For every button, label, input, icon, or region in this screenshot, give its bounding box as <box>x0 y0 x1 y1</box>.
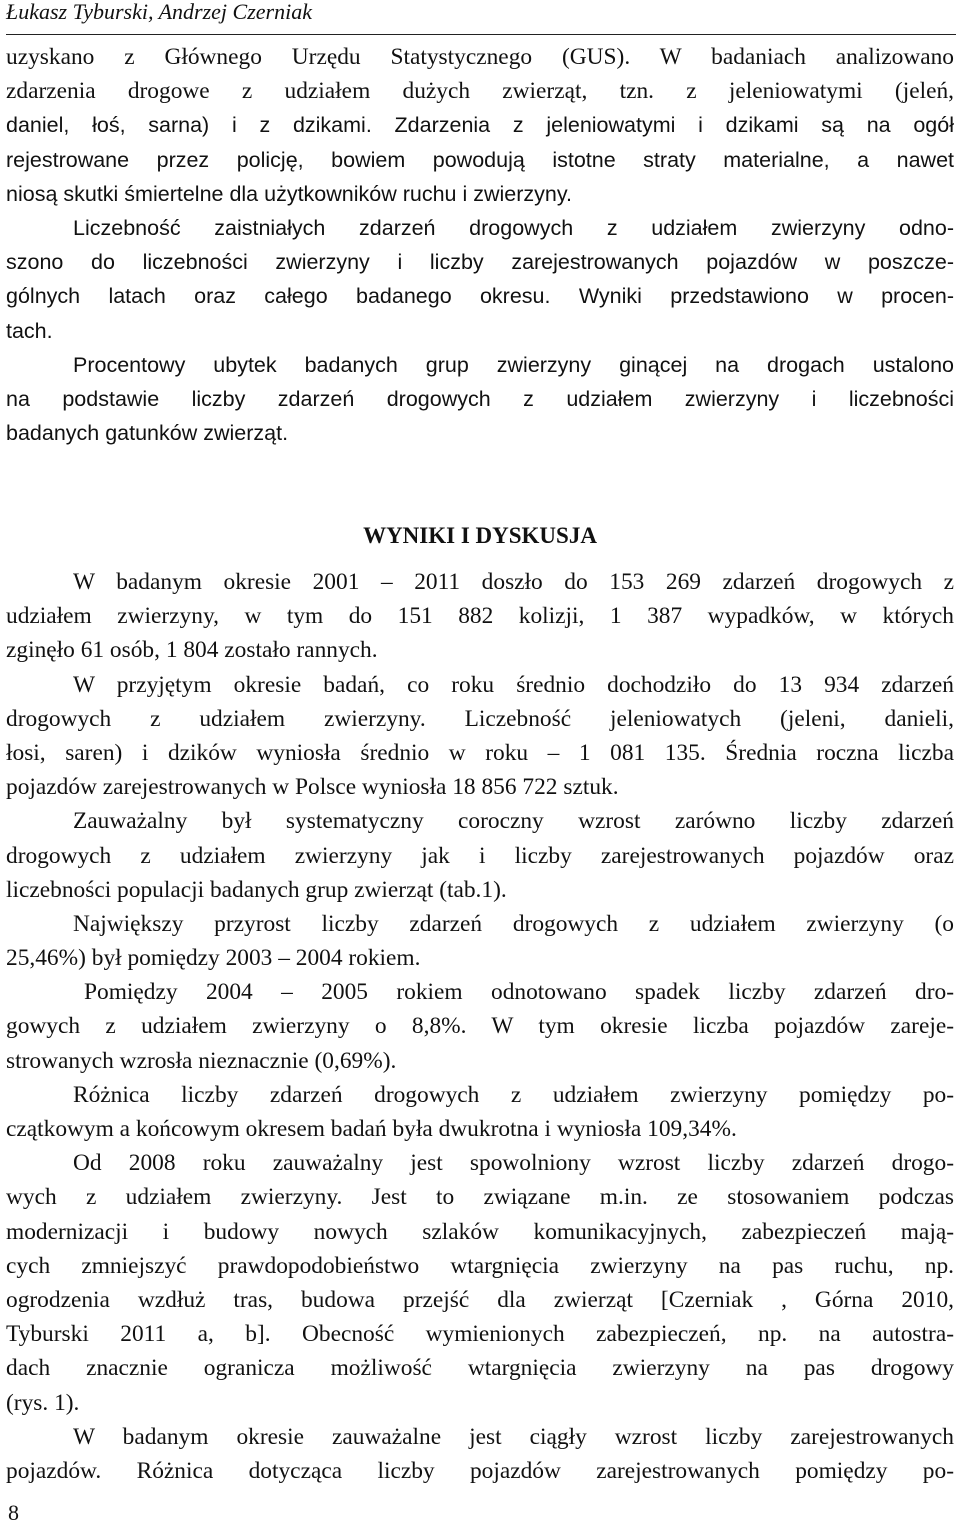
section-heading: WYNIKI I DYSKUSJA <box>363 523 597 548</box>
page-number: 8 <box>8 1500 19 1525</box>
text-line: pojazdów zarejestrowanych w Polsce wyniosła 18 856 722 sztuk. <box>6 774 619 801</box>
text-line: gowych z udziałem zwierzyny o 8,8%. W tym okresie liczba pojazdów zareje- <box>6 1013 954 1040</box>
paragraph <box>6 975 954 1078</box>
paragraph <box>6 804 954 907</box>
text-line: pojazdów. Różnica dotycząca liczby pojazdów zarejestrowanych pomiędzy po- <box>6 1457 954 1484</box>
text-line: uzyskano z Głównego Urzędu Statystycznego (GUS). W badaniach analizowano <box>6 44 954 70</box>
text-line: udziałem zwierzyny, w tym do 151 882 kolizji, 1 387 wypadków, w których <box>6 603 954 630</box>
text-line: W przyjętym okresie badań, co roku średnio dochodziło do 13 934 zdarzeń <box>73 671 954 698</box>
text-line: Pomiędzy 2004 – 2005 rokiem odnotowano spadek liczby zdarzeń dro- <box>84 979 954 1006</box>
text-line: szono do liczebności zwierzyny i liczby zarejestrowanych pojazdów w poszcze- <box>6 250 954 275</box>
text-line: Największy przyrost liczby zdarzeń drogowych z udziałem zwierzyny (o <box>73 910 954 937</box>
text-line: badanych gatunków zwierząt. <box>6 421 289 446</box>
paragraph <box>6 565 954 668</box>
text-line: dach znacznie ogranicza możliwość wtargnięcia zwierzyny na pas drogowy <box>6 1355 954 1382</box>
text-line: modernizacji i budowy nowych szlaków komunikacyjnych, zabezpieczeń mają- <box>6 1218 954 1245</box>
text-line: łosi, saren) i dzików wyniosła średnio w roku – 1 081 135. Średnia roczna liczba <box>6 739 954 766</box>
paragraph <box>6 1146 954 1420</box>
text-line: W badanym okresie zauważalne jest ciągły wzrost liczby zarejestrowanych <box>73 1423 954 1450</box>
text-line: drogowych z udziałem zwierzyny jak i liczby zarejestrowanych pojazdów oraz <box>6 842 954 869</box>
text-line: wych z udziałem zwierzyny. Jest to związane m.in. ze stosowaniem podczas <box>6 1184 954 1211</box>
text-line: (rys. 1). <box>6 1389 80 1416</box>
paragraph <box>6 40 954 211</box>
paragraph <box>6 1420 954 1488</box>
text-line: liczebności populacji badanych grup zwierząt (tab.1). <box>6 876 507 903</box>
text-line: cych zmniejszyć prawdopodobieństwo wtargnięcia zwierzyny na pas ruchu, np. <box>6 1252 954 1279</box>
text-line: rejestrowane przez policję, bowiem powodują istotne straty materialne, a nawet <box>6 147 954 172</box>
paragraph <box>6 907 954 975</box>
text-line: 25,46%) był pomiędzy 2003 – 2004 rokiem. <box>6 945 421 972</box>
text-line: czątkowym a końcowym okresem badań była dwukrotna i wyniosła 109,34%. <box>6 1116 737 1142</box>
header-rule <box>6 34 956 35</box>
text-line: ogrodzenia wzdłuż tras, budowa przejść dla zwierząt [Czerniak , Górna 2010, <box>6 1286 954 1313</box>
text-line: Liczebność zaistniałych zdarzeń drogowych z udziałem zwierzyny odno- <box>73 215 954 240</box>
text-line: Tyburski 2011 a, b]. Obecność wymienionych zabezpieczeń, np. na autostra- <box>6 1321 954 1348</box>
text-line: drogowych z udziałem zwierzyny. Liczebność jeleniowatych (jeleni, danieli, <box>6 705 954 732</box>
text-line: Od 2008 roku zauważalny jest spowolniony wzrost liczby zdarzeń drogo- <box>73 1150 954 1177</box>
paragraph <box>6 211 954 348</box>
text-line: tach. <box>6 318 53 343</box>
paragraph <box>6 668 954 805</box>
text-line: zginęło 61 osób, 1 804 zostało rannych. <box>6 637 378 664</box>
text-line: strowanych wzrosła nieznacznie (0,69%). <box>6 1047 397 1074</box>
text-line: W badanym okresie 2001 – 2011 doszło do 153 269 zdarzeń drogowych z <box>73 569 954 595</box>
text-line: Zauważalny był systematyczny coroczny wzrost zarówno liczby zdarzeń <box>73 808 954 835</box>
text-line: na podstawie liczby zdarzeń drogowych z udziałem zwierzyny i liczebności <box>6 386 954 411</box>
text-line: Różnica liczby zdarzeń drogowych z udziałem zwierzyny pomiędzy po- <box>73 1081 954 1108</box>
intro-text <box>6 40 954 450</box>
running-header-authors: Łukasz Tyburski, Andrzej Czerniak <box>6 0 312 24</box>
text-line: zdarzenia drogowe z udziałem dużych zwierząt, tzn. z jeleniowatymi (jeleń, <box>6 78 954 105</box>
results-text <box>6 565 954 1488</box>
paragraph <box>6 348 954 451</box>
text-line: Procentowy ubytek badanych grup zwierzyny ginącej na drogach ustalono <box>73 352 954 377</box>
text-line: gólnych latach oraz całego badanego okresu. Wyniki przedstawiono w procen- <box>6 284 954 309</box>
text-line: daniel, łoś, sarna) i z dzikami. Zdarzenia z jeleniowatymi i dzikami są na ogół <box>6 113 954 138</box>
text-line: niosą skutki śmiertelne dla użytkowników ruchu i zwierzyny. <box>6 181 572 206</box>
paragraph <box>6 1078 954 1146</box>
